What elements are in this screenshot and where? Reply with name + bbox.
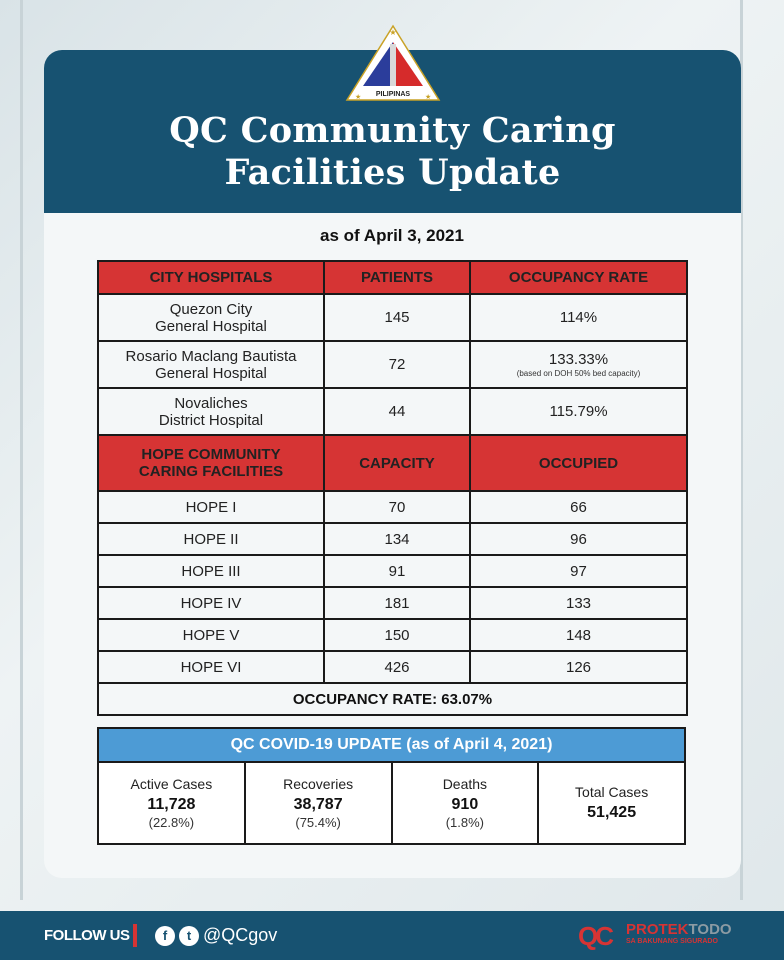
svg-text:★: ★ xyxy=(389,28,397,37)
facility-name: HOPE I xyxy=(98,491,324,523)
as-of-date: as of April 3, 2021 xyxy=(320,226,464,245)
stat-label: Recoveries xyxy=(283,776,354,792)
header-patients: PATIENTS xyxy=(324,261,470,294)
occupied-value: 133 xyxy=(470,587,687,619)
follow-us-label: FOLLOW US xyxy=(44,927,130,944)
stat-total-cases xyxy=(538,762,685,844)
table-row xyxy=(98,651,687,683)
occupied-value: 66 xyxy=(470,491,687,523)
occupancy-value: 114% xyxy=(470,294,687,341)
stat-percent: (1.8%) xyxy=(445,815,485,830)
covid-update-title: QC COVID-19 UPDATE (as of April 4, 2021) xyxy=(98,728,685,762)
capacity-value: 426 xyxy=(324,651,470,683)
capacity-value: 91 xyxy=(324,555,470,587)
hospital-name: Quezon City General Hospital xyxy=(98,294,324,341)
stat-value: 910 xyxy=(451,796,479,813)
facility-name: HOPE IV xyxy=(98,587,324,619)
stat-active-cases xyxy=(98,762,245,844)
hospital-name: Rosario Maclang Bautista General Hospital xyxy=(98,341,324,388)
footer-bar xyxy=(0,911,784,960)
table-row xyxy=(98,388,687,435)
occupied-value: 96 xyxy=(470,523,687,555)
svg-text:PILIPINAS: PILIPINAS xyxy=(375,91,411,98)
hope-occupancy-rate: OCCUPANCY RATE: 63.07% xyxy=(98,683,687,715)
facebook-icon[interactable]: f xyxy=(155,926,175,946)
stat-label: Total Cases xyxy=(575,784,649,800)
svg-text:★: ★ xyxy=(425,94,432,101)
quezon-city-seal-icon xyxy=(345,24,441,102)
protektodo-logo: PROTEKTODO xyxy=(626,921,732,938)
stat-value: 38,787 xyxy=(293,796,343,813)
qc-logo: QC xyxy=(578,921,611,951)
capacity-value: 150 xyxy=(324,619,470,651)
table-row xyxy=(98,491,687,523)
table-row xyxy=(98,341,687,388)
facility-name: HOPE VI xyxy=(98,651,324,683)
stat-percent: (75.4%) xyxy=(295,815,341,830)
facility-name: HOPE V xyxy=(98,619,324,651)
stat-percent: (22.8%) xyxy=(148,815,195,830)
table-row xyxy=(98,523,687,555)
stat-label: Deaths xyxy=(442,776,488,792)
title-line-1: QC Community Caring xyxy=(169,110,616,151)
occupied-value: 126 xyxy=(470,651,687,683)
table-row xyxy=(98,587,687,619)
hospital-name: Novaliches District Hospital xyxy=(98,388,324,435)
stat-recoveries xyxy=(245,762,392,844)
covid-update-table xyxy=(97,727,686,845)
capacity-value: 181 xyxy=(324,587,470,619)
capacity-value: 134 xyxy=(324,523,470,555)
header-capacity: CAPACITY xyxy=(324,435,470,491)
table-row xyxy=(98,555,687,587)
occupancy-value: 133.33% (based on DOH 50% bed capacity) xyxy=(470,341,687,388)
occupied-value: 148 xyxy=(470,619,687,651)
page-title xyxy=(44,110,741,194)
stat-label: Active Cases xyxy=(130,776,213,792)
patients-value: 145 xyxy=(324,294,470,341)
facility-name: HOPE II xyxy=(98,523,324,555)
stat-value: 11,728 xyxy=(147,796,196,813)
capacity-value: 70 xyxy=(324,491,470,523)
header-hope-facilities: HOPE COMMUNITY CARING FACILITIES xyxy=(98,435,324,491)
twitter-icon[interactable]: t xyxy=(179,926,199,946)
header-city-hospitals: CITY HOSPITALS xyxy=(98,261,324,294)
patients-value: 44 xyxy=(324,388,470,435)
background-decor xyxy=(20,0,23,900)
svg-text:★: ★ xyxy=(355,94,362,101)
hospitals-table xyxy=(97,260,688,716)
header-occupied: OCCUPIED xyxy=(470,435,687,491)
stat-deaths xyxy=(392,762,539,844)
stat-value: 51,425 xyxy=(587,804,637,821)
social-handle[interactable]: @QCgov xyxy=(203,925,278,945)
table-row xyxy=(98,619,687,651)
table-row xyxy=(98,294,687,341)
occupied-value: 97 xyxy=(470,555,687,587)
occupancy-note: (based on DOH 50% bed capacity) xyxy=(516,369,641,378)
header-occupancy-rate: OCCUPANCY RATE xyxy=(470,261,687,294)
occupancy-value: 115.79% xyxy=(470,388,687,435)
protektodo-tagline: SA BAKUNANG SIGURADO xyxy=(626,938,718,945)
facility-name: HOPE III xyxy=(98,555,324,587)
divider xyxy=(133,924,137,947)
title-line-2: Facilities Update xyxy=(224,152,561,193)
patients-value: 72 xyxy=(324,341,470,388)
